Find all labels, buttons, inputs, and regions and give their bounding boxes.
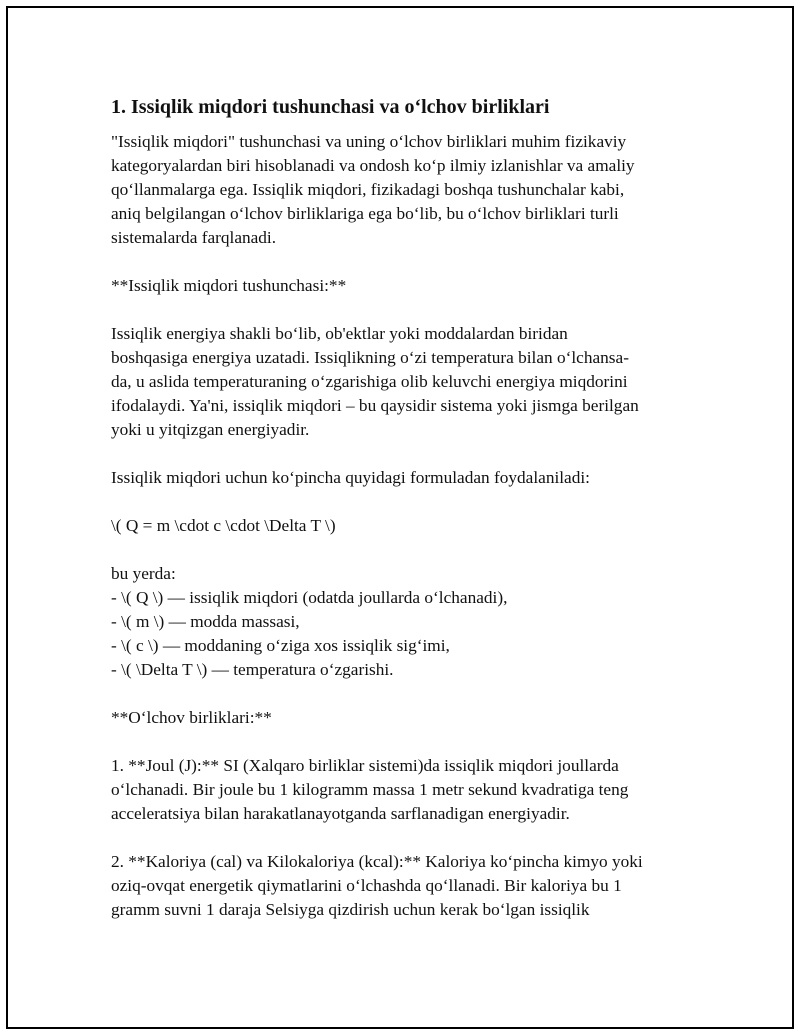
document-body <box>111 94 701 946</box>
text-line: boshqasiga energiya uzatadi. Issiqlikning oʻzi temperatura bilan oʻlchansa- <box>111 348 629 367</box>
text-line: "Issiqlik miqdori" tushunchasi va uning oʻlchov birliklari muhim fizikaviy <box>111 132 627 151</box>
text-line: **Oʻlchov birliklari:** <box>111 708 272 727</box>
paragraph <box>111 322 701 442</box>
paragraph <box>111 850 701 922</box>
text-line: - \( Q \) — issiqlik miqdori (odatda joullarda oʻlchanadi), <box>111 588 508 607</box>
text-line: 2. **Kaloriya (cal) va Kilokaloriya (kcal):** Kaloriya koʻpincha kimyo yoki <box>111 852 643 871</box>
paragraph <box>111 706 701 730</box>
paragraph <box>111 754 701 826</box>
paragraph <box>111 130 701 250</box>
text-line: kategoryalardan biri hisoblanadi va ondosh koʻp ilmiy izlanishlar va amaliy <box>111 156 635 175</box>
text-line: ifodalaydi. Ya'ni, issiqlik miqdori – bu qaysidir sistema yoki jismga berilgan <box>111 396 639 415</box>
paragraph <box>111 562 701 682</box>
text-line: sistemalarda farqlanadi. <box>111 228 277 247</box>
text-line: oziq-ovqat energetik qiymatlarini oʻlchashda qoʻllanadi. Bir kaloriya bu 1 <box>111 876 622 895</box>
text-line: acceleratsiya bilan harakatlanayotganda sarflanadigan energiyadir. <box>111 804 570 823</box>
text-line: gramm suvni 1 daraja Selsiyga qizdirish uchun kerak boʻlgan issiqlik <box>111 900 590 919</box>
paragraph <box>111 466 701 490</box>
text-line: da, u aslida temperaturaning oʻzgarishiga olib keluvchi energiya miqdorini <box>111 372 628 391</box>
paragraph <box>111 274 701 298</box>
paragraph <box>111 514 701 538</box>
text-line: 1. **Joul (J):** SI (Xalqaro birliklar sistemi)da issiqlik miqdori joullarda <box>111 756 619 775</box>
text-line: Issiqlik energiya shakli boʻlib, ob'ektlar yoki moddalardan biridan <box>111 324 568 343</box>
text-line: yoki u yitqizgan energiyadir. <box>111 420 310 439</box>
text-line: bu yerda: <box>111 564 176 583</box>
text-line: - \( c \) — moddaning oʻziga xos issiqlik sigʻimi, <box>111 636 450 655</box>
text-line: Issiqlik miqdori uchun koʻpincha quyidagi formuladan foydalaniladi: <box>111 468 590 487</box>
text-line: aniq belgilangan oʻlchov birliklariga ega boʻlib, bu oʻlchov birliklari turli <box>111 204 619 223</box>
text-line: qoʻllanmalarga ega. Issiqlik miqdori, fizikadagi boshqa tushunchalar kabi, <box>111 180 625 199</box>
paragraph-list <box>111 130 701 922</box>
text-line: oʻlchanadi. Bir joule bu 1 kilogramm massa 1 metr sekund kvadratiga teng <box>111 780 629 799</box>
text-line: - \( m \) — modda massasi, <box>111 612 300 631</box>
text-line: **Issiqlik miqdori tushunchasi:** <box>111 276 347 295</box>
text-line: - \( \Delta T \) — temperatura oʻzgarishi. <box>111 660 394 679</box>
document-title: 1. Issiqlik miqdori tushunchasi va oʻlchov birliklari <box>111 96 550 118</box>
text-line: \( Q = m \cdot c \cdot \Delta T \) <box>111 516 336 535</box>
